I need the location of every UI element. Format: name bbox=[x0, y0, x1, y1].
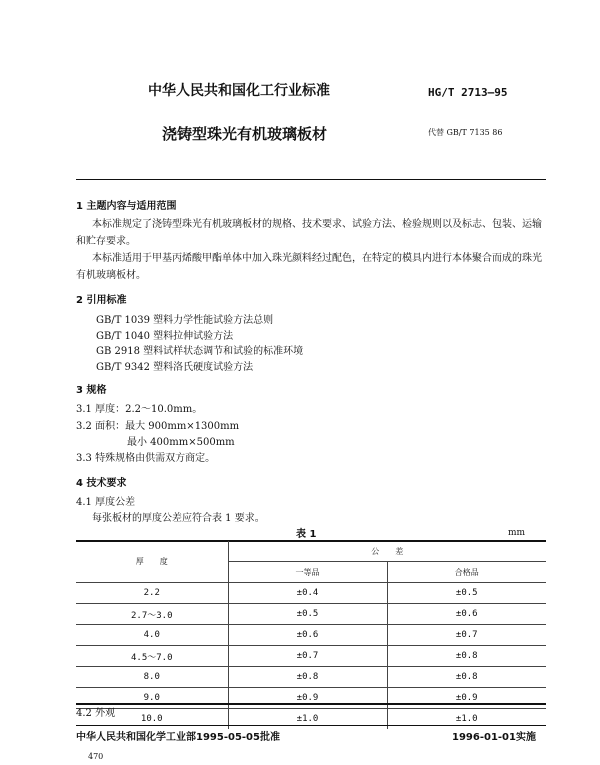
spec-area-min: 最小 400mm×500mm bbox=[127, 437, 235, 448]
clause-4-1-title: 4.1 厚度公差 bbox=[76, 497, 136, 508]
cell-thickness: 10.0 bbox=[76, 709, 228, 730]
cell-qualified: ±0.7 bbox=[387, 625, 546, 646]
col-header-thickness: 厚 度 bbox=[135, 557, 168, 566]
cell-thickness: 9.0 bbox=[76, 688, 228, 709]
cell-thickness: 2.2 bbox=[76, 583, 228, 604]
industry-standard-title: 中华人民共和国化工行业标准 bbox=[148, 83, 330, 99]
cell-first-grade: ±0.8 bbox=[228, 667, 387, 688]
reference-standard: GB/T 1039 塑料力学性能试验方法总则 bbox=[96, 315, 274, 326]
clause-4-2-title: 4.2 外观 bbox=[76, 708, 116, 719]
reference-standard: GB/T 9342 塑料洛氏硬度试验方法 bbox=[96, 362, 254, 373]
cell-thickness: 4.5～7.0 bbox=[76, 646, 228, 667]
table-row bbox=[76, 604, 546, 625]
cell-first-grade: ±0.7 bbox=[228, 646, 387, 667]
reference-standard: GB 2918 塑料试样状态调节和试验的标准环境 bbox=[96, 346, 304, 357]
table-row bbox=[76, 583, 546, 604]
spec-thickness: 3.1 厚度：2.2～10.0mm。 bbox=[76, 404, 203, 415]
cell-first-grade: ±0.9 bbox=[228, 688, 387, 709]
table-bottom-rule bbox=[76, 703, 546, 705]
col-header-first-grade: 一等品 bbox=[228, 562, 387, 583]
cell-qualified: ±0.5 bbox=[387, 583, 546, 604]
cell-first-grade: ±1.0 bbox=[228, 709, 387, 730]
table-row bbox=[76, 646, 546, 667]
section-1-heading: 1 主题内容与适用范围 bbox=[76, 201, 177, 212]
cell-thickness: 4.0 bbox=[76, 625, 228, 646]
section-2-heading: 2 引用标准 bbox=[76, 295, 127, 306]
cell-first-grade: ±0.6 bbox=[228, 625, 387, 646]
col-header-qualified: 合格品 bbox=[387, 562, 546, 583]
table-unit: mm bbox=[508, 528, 526, 538]
table-row bbox=[76, 667, 546, 688]
header-divider bbox=[76, 179, 546, 180]
section-3-heading: 3 规格 bbox=[76, 385, 107, 396]
cell-qualified: ±0.6 bbox=[387, 604, 546, 625]
cell-first-grade: ±0.4 bbox=[228, 583, 387, 604]
replaces-standard: 代替 GB/T 7135 86 bbox=[428, 128, 503, 137]
approval-line: 中华人民共和国化学工业部1995-05-05批准 bbox=[76, 732, 280, 743]
page-number: 470 bbox=[88, 752, 104, 761]
implementation-date: 1996-01-01实施 bbox=[452, 732, 536, 743]
cell-qualified: ±0.8 bbox=[387, 667, 546, 688]
cell-qualified: ±1.0 bbox=[387, 709, 546, 730]
footer-divider bbox=[76, 725, 546, 726]
table-row bbox=[76, 625, 546, 646]
section-4-heading: 4 技术要求 bbox=[76, 478, 127, 489]
section-1-paragraph-2: 本标准适用于甲基丙烯酸甲酯单体中加入珠光颜料经过配色，在特定的模具内进行本体聚合而成的珠光有机玻璃板材。 bbox=[76, 253, 542, 281]
cell-qualified: ±0.9 bbox=[387, 688, 546, 709]
clause-4-1-text: 每张板材的厚度公差应符合表 1 要求。 bbox=[92, 513, 265, 524]
section-1-paragraph-1: 本标准规定了浇铸型珠光有机玻璃板材的规格、技术要求、试验方法、检验规则以及标志、包装、运输和贮存要求。 bbox=[76, 219, 542, 247]
cell-first-grade: ±0.5 bbox=[228, 604, 387, 625]
standard-number: HG/T 2713—95 bbox=[428, 86, 508, 99]
table-row bbox=[76, 688, 546, 709]
cell-qualified: ±0.8 bbox=[387, 646, 546, 667]
table-caption: 表 1 bbox=[296, 529, 317, 540]
cell-thickness: 2.7～3.0 bbox=[76, 604, 228, 625]
spec-area-max: 3.2 面积：最大 900mm×1300mm bbox=[76, 421, 240, 432]
thickness-tolerance-table bbox=[76, 541, 546, 729]
spec-special: 3.3 特殊规格由供需双方商定。 bbox=[76, 453, 216, 464]
table-header-row-1 bbox=[76, 541, 546, 562]
document-title: 浇铸型珠光有机玻璃板材 bbox=[162, 125, 328, 143]
col-header-tolerance: 公 差 bbox=[228, 541, 546, 562]
reference-standard: GB/T 1040 塑料拉伸试验方法 bbox=[96, 331, 234, 342]
cell-thickness: 8.0 bbox=[76, 667, 228, 688]
